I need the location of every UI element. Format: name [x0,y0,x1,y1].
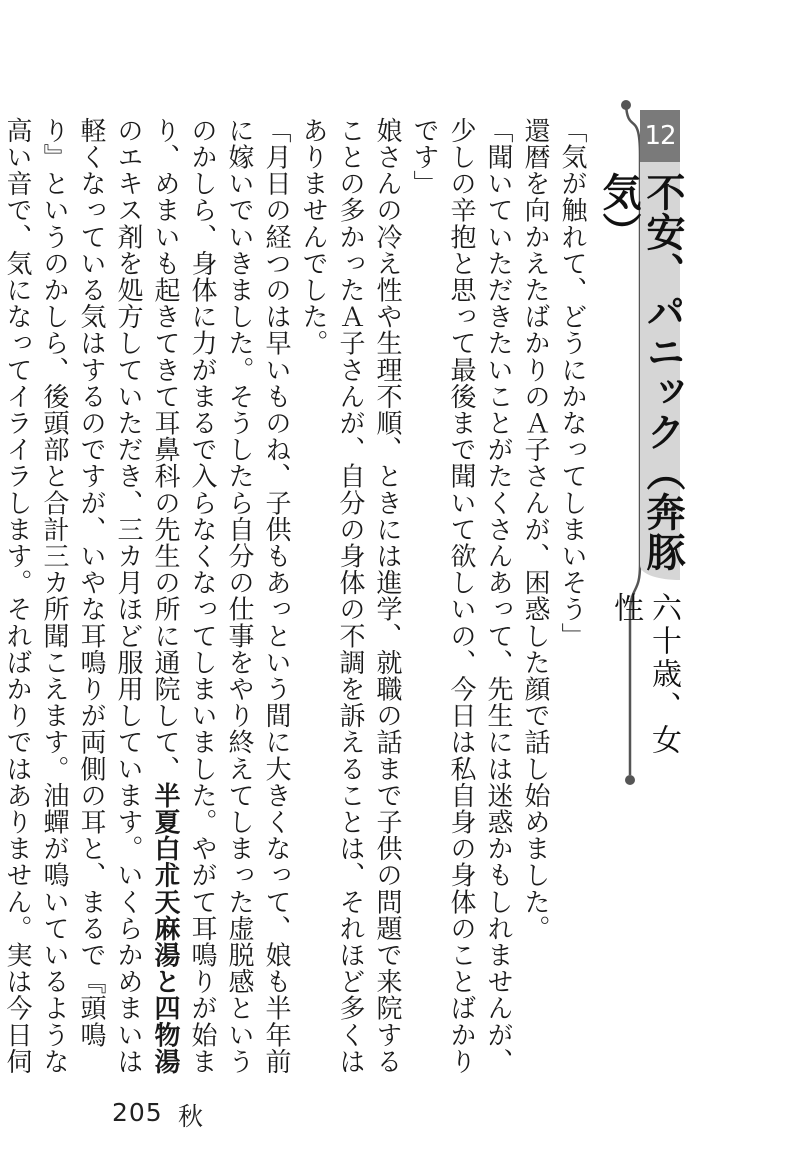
paragraph-4: 娘さんの冷え性や生理不順、ときには進学、就職の話まで子供の問題で来院することの多かったＡ子さんが、自分の身体の不調を訴えることは、それほど多くはありませんでした。 [298,117,402,1075]
paragraph-2: 還暦を向かえたばかりのＡ子さんが、困惑した顔で話し始めました。 [520,117,550,942]
paragraph-5-part-1: 「月日の経つのは早いものね、子供もあっという間に大きくなって、娘も半年前に嫁いでいきました。そうしたら自分の仕事をやり終えてしまった虚脱感というのかしら、身体に力がまるで入らなくなってしまいました。やがて耳鳴りが始まり、めまいも起きてきて耳鼻科の先生の所に通院して、 [150,117,291,1075]
paragraph-3: 「聞いていただきたいことがたくさんあって、先生には迷惑かもしれませんが、少しの辛抱と思って最後まで聞いて欲しいの、今日は私自身の身体のことばかりです」 [409,117,513,1075]
paragraph-5 [0,117,294,1077]
keyword-hangebyakujutsu: 半夏白朮天 [150,782,180,915]
paragraph-1: 「気が触れて、どうにかなってしまいそう」 [557,117,587,649]
chapter-title: 不安、パニック（奔豚気） [596,172,685,572]
body-text [2,117,590,1077]
page-number: 205 [112,1098,163,1127]
chapter-number: 12 [640,110,680,162]
keyword-shimotsuto: 四物湯 [150,994,180,1075]
season-label: 秋 [178,1102,204,1131]
paragraph-5-part-3: のエキス剤を処方していただき、三カ月ほど服用しています。いくらかめまいは軽くなっている気はするのですが、いやな耳鳴りが両側の耳と、まるで『頭鳴り』というのかしら、後頭部と合計三カ所聞こえます。油蟬が鳴いているような高い音で、気になってイライラします。そればかりではありません。実は今日伺 [2,117,143,1075]
chapter-subtitle: 六十歳、女性 [608,592,681,757]
paragraph-5-part-2: 麻湯と [150,915,180,995]
bracket-bottom-dot [625,775,635,785]
